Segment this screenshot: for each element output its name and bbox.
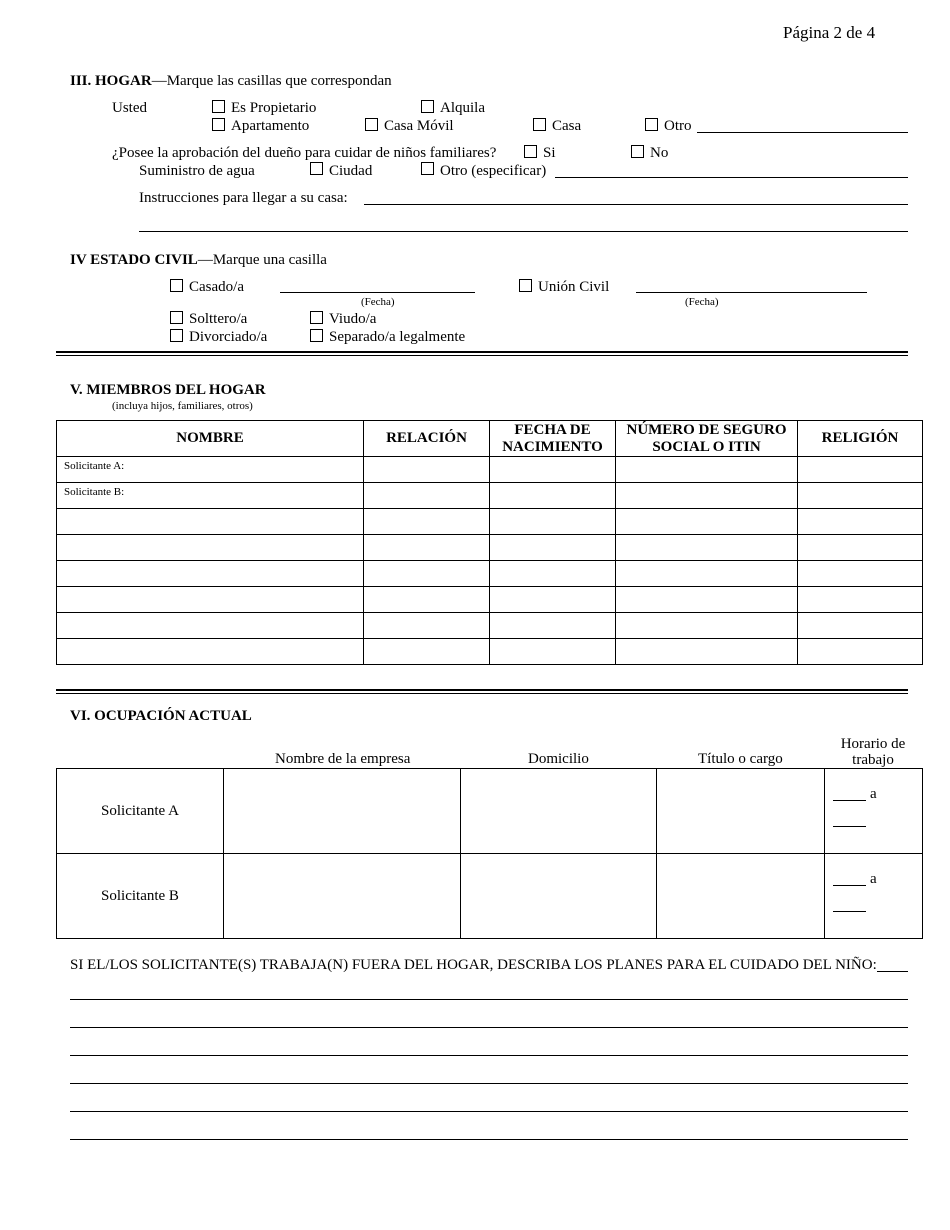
religion-cell[interactable] — [798, 483, 923, 509]
section-miembros-note: (incluya hijos, familiares, otros) — [112, 400, 253, 412]
childcare-input-line-0[interactable] — [877, 971, 908, 972]
casa-movil-checkbox[interactable] — [365, 118, 378, 131]
hours-start-line[interactable] — [833, 885, 866, 886]
union-civil-checkbox[interactable] — [519, 279, 532, 292]
company-cell[interactable] — [224, 769, 461, 854]
relation-cell[interactable] — [364, 457, 490, 483]
table-row — [57, 769, 923, 854]
soltero-checkbox[interactable] — [170, 311, 183, 324]
ssn-cell[interactable] — [616, 483, 798, 509]
relation-cell[interactable] — [364, 639, 490, 665]
birthdate-cell[interactable] — [490, 613, 616, 639]
water-city-label: Ciudad — [329, 163, 373, 179]
header-religion: RELIGIÓN — [798, 421, 923, 457]
otro-vivienda-label: Otro — [664, 118, 692, 134]
section-divider-2 — [56, 689, 908, 694]
address-cell[interactable] — [461, 769, 657, 854]
ssn-cell[interactable] — [616, 639, 798, 665]
casa-label: Casa — [552, 118, 582, 134]
directions-label: Instrucciones para llegar a su casa: — [139, 190, 348, 206]
header-relacion: RELACIÓN — [364, 421, 490, 457]
relation-cell[interactable] — [364, 535, 490, 561]
religion-cell[interactable] — [798, 457, 923, 483]
table-row — [57, 457, 923, 483]
header-domicilio: Domicilio — [528, 751, 589, 767]
table-row — [57, 483, 923, 509]
header-titulo: Título o cargo — [698, 751, 783, 767]
approval-yes-label: Si — [543, 145, 556, 161]
address-cell[interactable] — [461, 854, 657, 939]
name-cell[interactable] — [57, 509, 364, 535]
ssn-cell[interactable] — [616, 613, 798, 639]
applicant-a-label: Solicitante A — [57, 769, 224, 854]
otro-vivienda-checkbox[interactable] — [645, 118, 658, 131]
hours-cell[interactable] — [825, 854, 923, 939]
casado-date-caption: (Fecha) — [361, 296, 395, 308]
religion-cell[interactable] — [798, 587, 923, 613]
childcare-input-line-5[interactable] — [70, 1111, 908, 1112]
separado-label: Separado/a legalmente — [329, 329, 466, 345]
religion-cell[interactable] — [798, 535, 923, 561]
childcare-input-line-1[interactable] — [70, 999, 908, 1000]
title-cell[interactable] — [657, 769, 825, 854]
relation-cell[interactable] — [364, 509, 490, 535]
alquila-checkbox[interactable] — [421, 100, 434, 113]
header-empresa: Nombre de la empresa — [275, 751, 411, 767]
water-city-checkbox[interactable] — [310, 162, 323, 175]
applicant-b-label: Solicitante B — [57, 854, 224, 939]
name-cell[interactable] — [57, 561, 364, 587]
header-fecha-nacimiento: FECHA DE NACIMIENTO — [490, 421, 616, 457]
hours-to-label: a — [870, 871, 877, 887]
name-cell[interactable] — [57, 457, 364, 483]
section-estado-civil-title: IV ESTADO CIVIL — [70, 252, 198, 268]
name-cell[interactable] — [57, 535, 364, 561]
ssn-cell[interactable] — [616, 561, 798, 587]
ssn-cell[interactable] — [616, 535, 798, 561]
title-cell[interactable] — [657, 854, 825, 939]
household-members-table — [56, 420, 923, 665]
apartamento-checkbox[interactable] — [212, 118, 225, 131]
table-row — [57, 613, 923, 639]
section-ocupacion-title: VI. OCUPACIÓN ACTUAL — [70, 708, 252, 724]
header-horario: Horario de trabajo — [840, 736, 906, 768]
hours-to-label: a — [870, 786, 877, 802]
casado-date-line[interactable] — [280, 292, 475, 293]
name-cell[interactable] — [57, 483, 364, 509]
birthdate-cell[interactable] — [490, 509, 616, 535]
union-civil-label: Unión Civil — [538, 279, 610, 295]
childcare-input-line-4[interactable] — [70, 1083, 908, 1084]
religion-cell[interactable] — [798, 613, 923, 639]
relation-cell[interactable] — [364, 483, 490, 509]
casa-movil-label: Casa Móvil — [384, 118, 454, 134]
relation-cell[interactable] — [364, 561, 490, 587]
section-estado-civil-heading — [70, 253, 327, 268]
propietario-label: Es Propietario — [231, 100, 317, 116]
birthdate-cell[interactable] — [490, 457, 616, 483]
religion-cell[interactable] — [798, 639, 923, 665]
relation-cell[interactable] — [364, 587, 490, 613]
birthdate-cell[interactable] — [490, 483, 616, 509]
soltero-label: Solttero/a — [189, 311, 248, 327]
page-number: Página 2 de 4 — [783, 23, 876, 42]
birthdate-cell[interactable] — [490, 561, 616, 587]
header-nombre: NOMBRE — [57, 421, 364, 457]
casado-label: Casado/a — [189, 279, 244, 295]
union-civil-date-line[interactable] — [636, 292, 867, 293]
directions-input-line-2[interactable] — [139, 231, 908, 232]
divorciado-label: Divorciado/a — [189, 329, 268, 345]
casado-checkbox[interactable] — [170, 279, 183, 292]
section-hogar-title: III. HOGAR — [70, 73, 152, 89]
divorciado-checkbox[interactable] — [170, 329, 183, 342]
hours-end-line[interactable] — [833, 911, 866, 912]
apartamento-label: Apartamento — [231, 118, 310, 134]
viudo-label: Viudo/a — [329, 311, 377, 327]
propietario-checkbox[interactable] — [212, 100, 225, 113]
row-label-solicitante-b: Solicitante B: — [64, 486, 125, 498]
childcare-input-line-3[interactable] — [70, 1055, 908, 1056]
ssn-cell[interactable] — [616, 587, 798, 613]
owner-approval-question: ¿Posee la aprobación del dueño para cuidar de niños familiares? — [112, 145, 497, 161]
table-row — [57, 561, 923, 587]
table-row — [57, 639, 923, 665]
otro-vivienda-input-line[interactable] — [697, 132, 908, 133]
section-hogar-heading — [70, 74, 392, 89]
directions-input-line-1[interactable] — [364, 204, 908, 205]
section-miembros-title: V. MIEMBROS DEL HOGAR — [70, 382, 266, 398]
union-civil-date-caption: (Fecha) — [685, 296, 719, 308]
birthdate-cell[interactable] — [490, 587, 616, 613]
occupation-table — [56, 768, 923, 939]
religion-cell[interactable] — [798, 561, 923, 587]
table-row — [57, 854, 923, 939]
water-supply-label: Suministro de agua — [139, 163, 255, 179]
alquila-label: Alquila — [440, 100, 485, 116]
relation-cell[interactable] — [364, 613, 490, 639]
ssn-cell[interactable] — [616, 509, 798, 535]
childcare-input-line-6[interactable] — [70, 1139, 908, 1140]
childcare-question: SI EL/LOS SOLICITANTE(S) TRABAJA(N) FUERA DEL HOGAR, DESCRIBA LOS PLANES PARA EL CUIDADO DEL NIÑO: — [70, 957, 877, 973]
separado-checkbox[interactable] — [310, 329, 323, 342]
casa-checkbox[interactable] — [533, 118, 546, 131]
ssn-cell[interactable] — [616, 457, 798, 483]
birthdate-cell[interactable] — [490, 639, 616, 665]
approval-yes-checkbox[interactable] — [524, 145, 537, 158]
header-seguro-social: NÚMERO DE SEGURO SOCIAL O ITIN — [616, 421, 798, 457]
row-label-solicitante-a: Solicitante A: — [64, 460, 125, 472]
name-cell[interactable] — [57, 639, 364, 665]
hours-start-line[interactable] — [833, 800, 866, 801]
name-cell[interactable] — [57, 613, 364, 639]
table-row — [57, 587, 923, 613]
section-divider-1 — [56, 351, 908, 356]
childcare-input-line-2[interactable] — [70, 1027, 908, 1028]
approval-no-label: No — [650, 145, 669, 161]
birthdate-cell[interactable] — [490, 535, 616, 561]
water-other-label: Otro (especificar) — [440, 163, 547, 179]
table-row — [57, 509, 923, 535]
hours-cell[interactable] — [825, 769, 923, 854]
hours-end-line[interactable] — [833, 826, 866, 827]
religion-cell[interactable] — [798, 509, 923, 535]
water-other-checkbox[interactable] — [421, 162, 434, 175]
usted-label: Usted — [112, 100, 147, 116]
water-other-input-line[interactable] — [555, 177, 908, 178]
approval-no-checkbox[interactable] — [631, 145, 644, 158]
section-hogar-subtitle: —Marque las casillas que correspondan — [151, 73, 392, 89]
company-cell[interactable] — [224, 854, 461, 939]
section-estado-civil-subtitle: —Marque una casilla — [197, 252, 327, 268]
name-cell[interactable] — [57, 587, 364, 613]
viudo-checkbox[interactable] — [310, 311, 323, 324]
table-row — [57, 535, 923, 561]
